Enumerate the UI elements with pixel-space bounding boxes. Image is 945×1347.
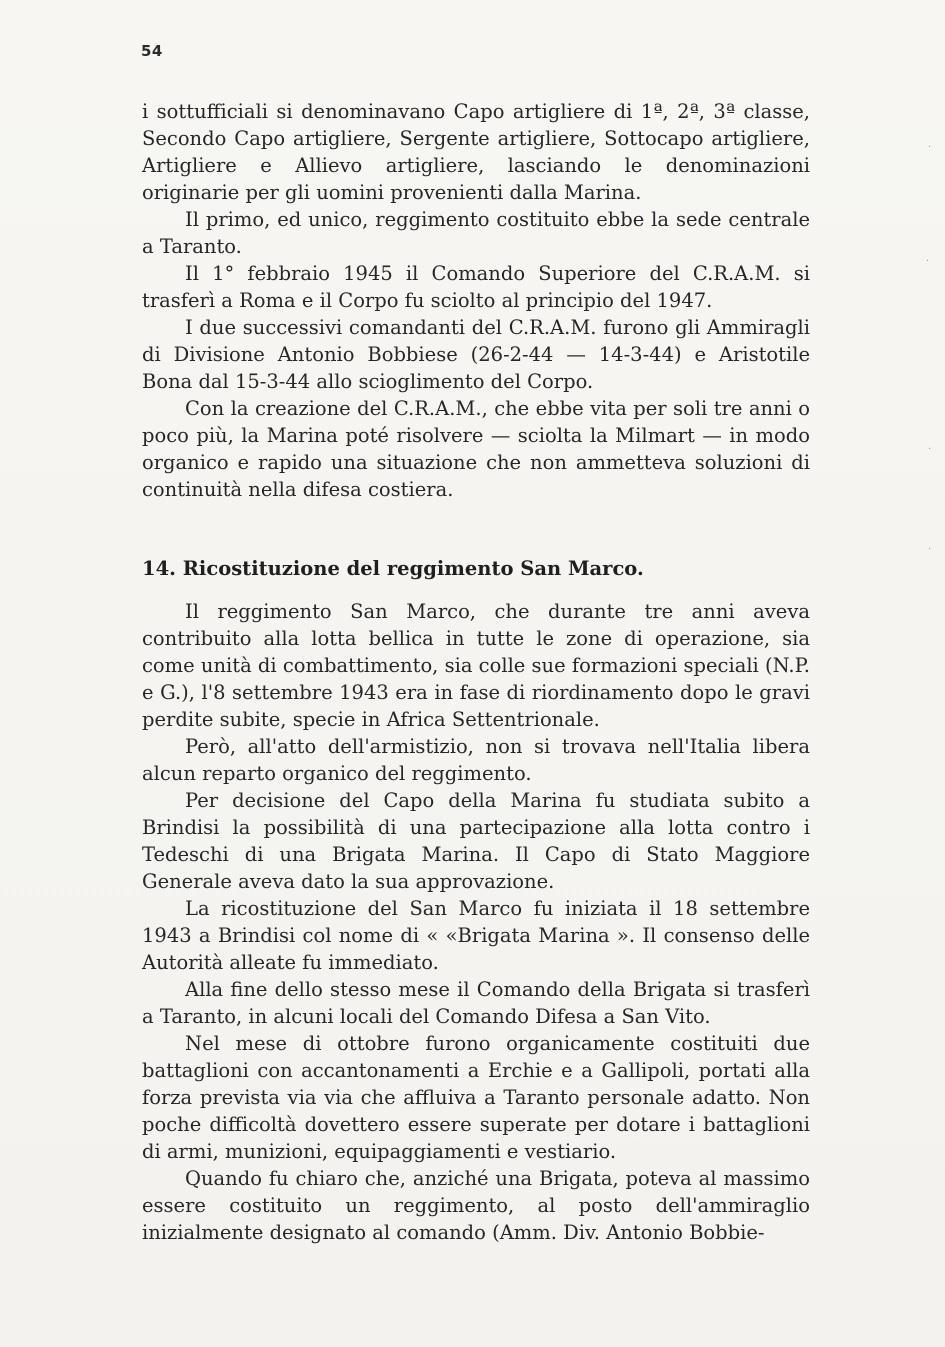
body-text-top [142, 98, 810, 503]
paragraph: Quando fu chiaro che, anziché una Brigata, poteva al massimo essere costituito un reggimento, al posto dell'ammiraglio inizialmente designato al comando (Amm. Div. Antonio Bobbie- [142, 1167, 810, 1244]
scan-margin-mark: · [928, 142, 932, 153]
body-text-section [142, 598, 810, 1246]
paragraph: Il reggimento San Marco, che durante tre anni aveva contribuito alla lotta bellica in tutte le zone di operazione, sia come unità di combattimento, sia colle sue formazioni speciali (N.P. e G.), l'8 settembre 1943 era in fase di riordinamento dopo le gravi perdite subite, specie in Africa Settentrionale. [142, 600, 810, 731]
paragraph: Per decisione del Capo della Marina fu studiata subito a Brindisi la possibilità di una partecipazione alla lotta contro i Tedeschi di una Brigata Marina. Il Capo di Stato Maggiore Generale aveva dato la sua approvazione. [142, 789, 810, 893]
scan-margin-mark: · [926, 256, 930, 267]
paragraph: I due successivi comandanti del C.R.A.M. furono gli Ammiragli di Divisione Antonio Bobbiese (26-2-44 — 14-3-44) e Aristotile Bona dal 15-3-44 allo scioglimento del Corpo. [142, 316, 810, 393]
scan-margin-mark: · [928, 544, 932, 555]
paragraph: Però, all'atto dell'armistizio, non si trovava nell'Italia libera alcun reparto organico del reggimento. [142, 735, 810, 785]
paragraph: Nel mese di ottobre furono organicamente costituiti due battaglioni con accantonamenti a Erchie e a Gallipoli, portati alla forza prevista via via che affluiva a Taranto personale adatto. Non poche difficoltà dovettero essere superate per dotare i battaglioni di armi, munizioni, equipaggiamenti e vestiario. [142, 1032, 810, 1163]
paragraph: Il primo, ed unico, reggimento costituito ebbe la sede centrale a Taranto. [142, 208, 810, 258]
paragraph: Con la creazione del C.R.A.M., che ebbe vita per soli tre anni o poco più, la Marina poté risolvere — sciolta la Milmart — in modo organico e rapido una situazione che non ammetteva soluzioni di continuità nella difesa costiera. [142, 397, 810, 501]
paragraph: i sottufficiali si denominavano Capo artigliere di 1ª, 2ª, 3ª classe, Secondo Capo artigliere, Sergente artigliere, Sottocapo artigliere, Artigliere e Allievo artigliere, lasciando le denominazioni originarie per gli uomini provenienti dalla Marina. [142, 100, 810, 204]
scan-margin-mark: · [928, 444, 932, 455]
paragraph: Alla fine dello stesso mese il Comando della Brigata si trasferì a Taranto, in alcuni locali del Comando Difesa a San Vito. [142, 978, 810, 1028]
section-heading: 14. Ricostituzione del reggimento San Marco. [142, 557, 644, 580]
paragraph: Il 1° febbraio 1945 il Comando Superiore del C.R.A.M. si trasferì a Roma e il Corpo fu sciolto al principio del 1947. [142, 262, 810, 312]
page-number: 54 [141, 42, 163, 60]
paragraph: La ricostituzione del San Marco fu iniziata il 18 settembre 1943 a Brindisi col nome di « «Brigata Marina ». Il consenso delle Autorità alleate fu immediato. [142, 897, 810, 974]
